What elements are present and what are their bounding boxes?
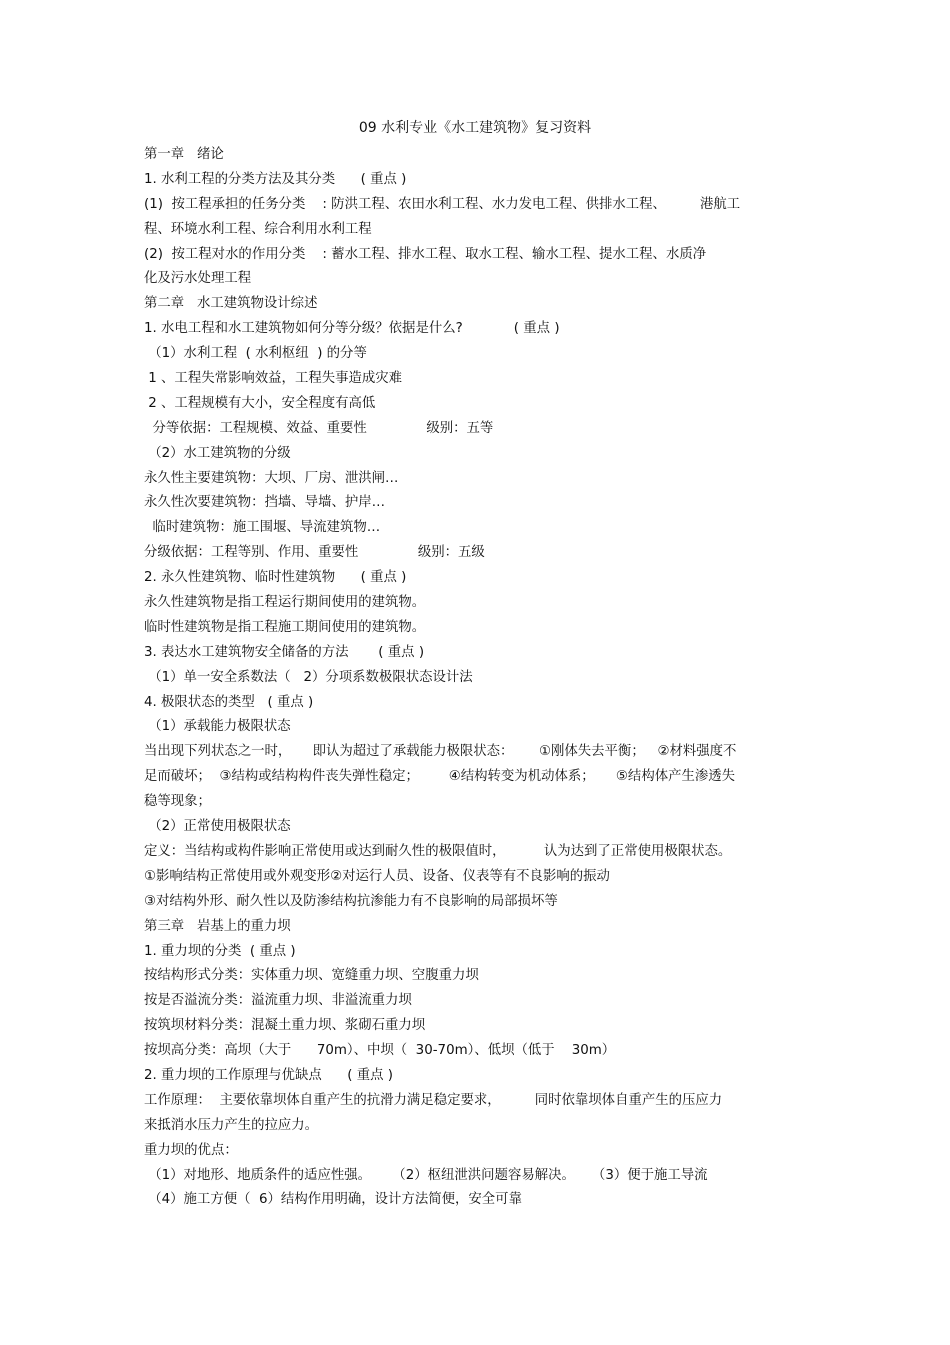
- text-line: （1）单一安全系数法（ 2）分项系数极限状态设计法: [144, 669, 473, 685]
- text-line: 永久性建筑物是指工程运行期间使用的建筑物。: [144, 595, 426, 611]
- text-line: 分等依据：工程规模、效益、重要性 级别：五等: [144, 420, 494, 436]
- text-line: （2）水工建筑物的分级: [144, 445, 291, 461]
- text-line: 2 、工程规模有大小，安全程度有高低: [144, 395, 376, 411]
- text-line: （1）对地形、地质条件的适应性强。 （2）枢纽泄洪问题容易解决。 （3）便于施工导流: [144, 1167, 708, 1183]
- text-line: 来抵消水压力产生的拉应力。: [144, 1117, 319, 1133]
- text-line: ①影响结构正常使用或外观变形②对运行人员、设备、仪表等有不良影响的振动: [144, 868, 610, 884]
- text-line: 定义：当结构或构件影响正常使用或达到耐久性的极限值时， 认为达到了正常使用极限状态。: [144, 843, 732, 859]
- text-line: 临时建筑物：施工围堰、导流建筑物…: [144, 520, 381, 536]
- text-line: 2. 重力坝的工作原理与优缺点 ( 重点 ): [144, 1067, 394, 1083]
- text-line: (1) 按工程承担的任务分类 : 防洪工程、农田水利工程、水力发电工程、供排水工程、 港航工: [144, 196, 741, 212]
- text-line: 当出现下列状态之一时， 即认为超过了承载能力极限状态： ①刚体失去平衡； ②材料强度不: [144, 744, 737, 760]
- text-line: 稳等现象；: [144, 794, 211, 810]
- text-line: 程、环境水利工程、综合利用水利工程: [144, 221, 372, 237]
- text-line: 第三章 岩基上的重力坝: [144, 918, 291, 934]
- text-line: 3. 表达水工建筑物安全储备的方法 ( 重点 ): [144, 644, 425, 660]
- text-line: 按结构形式分类：实体重力坝、宽缝重力坝、空腹重力坝: [144, 968, 479, 984]
- text-line: 化及污水处理工程: [144, 271, 252, 287]
- text-line: (2) 按工程对水的作用分类 : 蓄水工程、排水工程、取水工程、输水工程、提水工程、水质净: [144, 246, 707, 262]
- text-line: 重力坝的优点：: [144, 1142, 238, 1158]
- text-line: 永久性主要建筑物：大坝、厂房、泄洪闸…: [144, 470, 399, 486]
- text-line: 足而破坏； ③结构或结构构件丧失弹性稳定； ④结构转变为机动体系； ⑤结构体产生渗透失: [144, 769, 736, 785]
- text-line: （1）承载能力极限状态: [144, 719, 291, 735]
- text-line: 第一章 绪论: [144, 147, 224, 162]
- text-line: （4）施工方便（ 6）结构作用明确，设计方法简便，安全可靠: [144, 1192, 522, 1208]
- text-line: 按是否溢流分类：溢流重力坝、非溢流重力坝: [144, 993, 412, 1009]
- text-line: 按坝高分类：高坝（大于 70m）、中坝（ 30-70m）、低坝（低于 30m）: [144, 1043, 616, 1059]
- text-line: 永久性次要建筑物：挡墙、导墙、护岸…: [144, 495, 386, 511]
- text-line: 按筑坝材料分类：混凝土重力坝、浆砌石重力坝: [144, 1018, 426, 1034]
- text-line: 工作原理： 主要依靠坝体自重产生的抗滑力满足稳定要求， 同时依靠坝体自重产生的压应力: [144, 1092, 723, 1108]
- text-line: 1. 重力坝的分类 ( 重点 ): [144, 943, 296, 959]
- text-line: 2. 永久性建筑物、临时性建筑物 ( 重点 ): [144, 570, 407, 586]
- text-line: 第二章 水工建筑物设计综述: [144, 296, 318, 312]
- text-line: 临时性建筑物是指工程施工期间使用的建筑物。: [144, 619, 426, 635]
- document-body: [144, 143, 814, 1213]
- text-line: ③对结构外形、耐久性以及防渗结构抗渗能力有不良影响的局部损坏等: [144, 893, 558, 909]
- text-line: 1. 水电工程和水工建筑物如何分等分级？依据是什么? ( 重点 ): [144, 321, 560, 337]
- document-title: 09 水利专业《水工建筑物》复习资料: [358, 120, 592, 136]
- text-line: 分级依据：工程等别、作用、重要性 级别：五级: [144, 545, 485, 561]
- text-line: （1）水利工程 ( 水利枢纽 ) 的分等: [144, 346, 367, 362]
- text-line: 4. 极限状态的类型 ( 重点 ): [144, 694, 314, 710]
- text-line: 1 、工程失常影响效益，工程失事造成灾难: [144, 371, 403, 387]
- text-line: 1. 水利工程的分类方法及其分类 ( 重点 ): [144, 171, 407, 187]
- text-line: （2）正常使用极限状态: [144, 819, 291, 835]
